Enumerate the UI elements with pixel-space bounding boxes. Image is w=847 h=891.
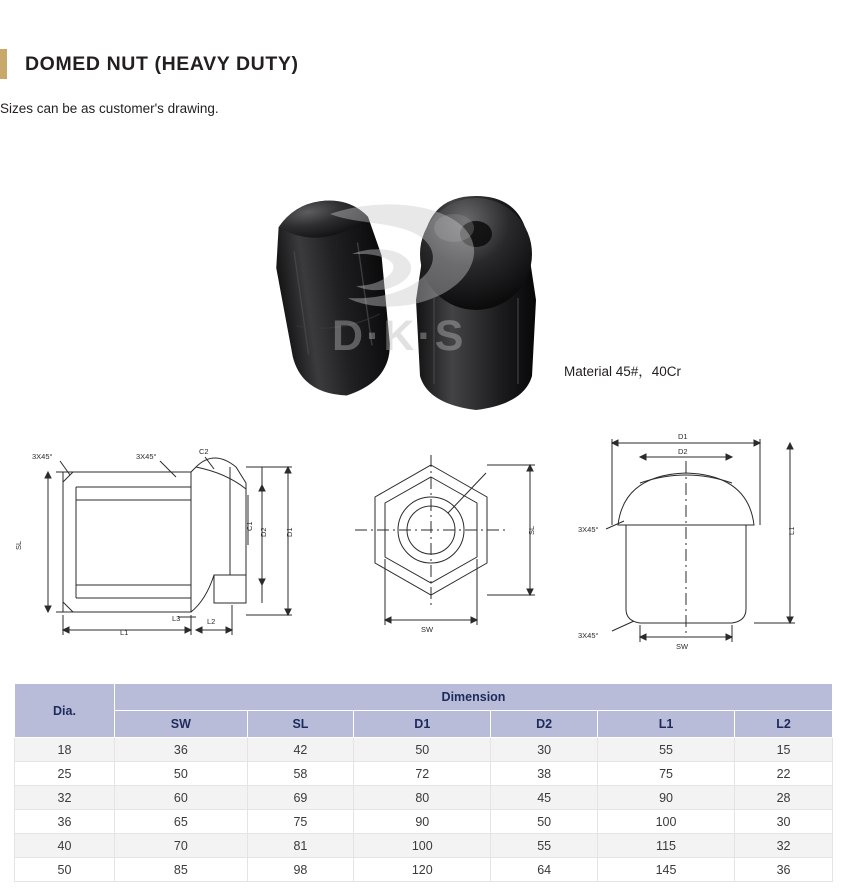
table-row — [15, 738, 833, 762]
cell-dia: 32 — [15, 786, 115, 810]
col-header-dia: Dia. — [15, 684, 115, 738]
product-photo-image — [0, 150, 847, 415]
technical-drawings — [0, 425, 847, 675]
cell-l2: 32 — [735, 834, 833, 858]
label-sw-side: SW — [676, 642, 689, 651]
cell-d1: 120 — [354, 858, 491, 882]
cell-d1: 100 — [354, 834, 491, 858]
table-body — [15, 738, 833, 882]
label-l1-front: L1 — [120, 628, 129, 637]
label-sl-top: SL — [527, 525, 536, 535]
cell-sl: 75 — [247, 810, 354, 834]
cell-sl: 81 — [247, 834, 354, 858]
label-chamfer-mid: 3X45° — [136, 452, 157, 461]
label-chamfer-side-bottom: 3X45° — [578, 631, 599, 640]
col-header-sl: SL — [247, 711, 354, 738]
cell-sw: 65 — [115, 810, 248, 834]
cell-l2: 22 — [735, 762, 833, 786]
label-chamfer-side-top: 3X45° — [578, 525, 599, 534]
cell-d2: 64 — [491, 858, 598, 882]
side-elevation-view — [606, 439, 795, 642]
cell-sl: 69 — [247, 786, 354, 810]
table-row — [15, 786, 833, 810]
subtitle-note: Sizes can be as customer's drawing. — [0, 101, 219, 116]
cell-sl: 42 — [247, 738, 354, 762]
cell-d2: 50 — [491, 810, 598, 834]
dimension-table — [14, 683, 833, 882]
cell-dia: 25 — [15, 762, 115, 786]
cell-l1: 100 — [597, 810, 734, 834]
label-d1-side: D1 — [678, 432, 688, 441]
cell-sw: 50 — [115, 762, 248, 786]
cell-l2: 30 — [735, 810, 833, 834]
label-sw-top: SW — [421, 625, 434, 634]
label-d2-front: D2 — [259, 527, 268, 537]
material-note: Material 45#，40Cr — [564, 364, 682, 379]
page-title: DOMED NUT (HEAVY DUTY) — [25, 52, 299, 75]
cell-sw: 85 — [115, 858, 248, 882]
cell-d1: 90 — [354, 810, 491, 834]
title-accent-bar — [0, 49, 7, 79]
col-header-l2: L2 — [735, 711, 833, 738]
cell-l1: 90 — [597, 786, 734, 810]
label-l3-front: L3 — [172, 614, 181, 623]
cell-d1: 72 — [354, 762, 491, 786]
label-c1: C1 — [245, 521, 254, 531]
col-header-d2: D2 — [491, 711, 598, 738]
cell-l1: 115 — [597, 834, 734, 858]
product-photo — [0, 150, 847, 415]
col-header-l1: L1 — [597, 711, 734, 738]
label-d2-side: D2 — [678, 447, 688, 456]
cell-d2: 30 — [491, 738, 598, 762]
cell-d2: 45 — [491, 786, 598, 810]
page-title-row — [0, 47, 299, 81]
col-group-dimension: Dimension — [115, 684, 833, 711]
cell-sl: 98 — [247, 858, 354, 882]
cell-sl: 58 — [247, 762, 354, 786]
cell-l1: 145 — [597, 858, 734, 882]
table-row — [15, 834, 833, 858]
label-chamfer-left: 3X45° — [32, 452, 53, 461]
label-sl-front: SL — [14, 540, 23, 550]
cell-d2: 38 — [491, 762, 598, 786]
table-row — [15, 762, 833, 786]
cell-d2: 55 — [491, 834, 598, 858]
label-c2: C2 — [199, 447, 209, 456]
col-header-sw: SW — [115, 711, 248, 738]
cell-dia: 36 — [15, 810, 115, 834]
cell-d1: 50 — [354, 738, 491, 762]
cell-l2: 28 — [735, 786, 833, 810]
cell-l2: 36 — [735, 858, 833, 882]
label-d1-front: D1 — [285, 527, 294, 537]
cell-sw: 70 — [115, 834, 248, 858]
label-l2-front: L2 — [207, 617, 216, 626]
col-header-d1: D1 — [354, 711, 491, 738]
cell-sw: 60 — [115, 786, 248, 810]
table-header-row-1 — [15, 684, 833, 711]
top-hex-view — [355, 455, 535, 625]
cell-l2: 15 — [735, 738, 833, 762]
cell-dia: 50 — [15, 858, 115, 882]
svg-text:D·K·S: D·K·S — [332, 312, 467, 360]
cell-l1: 55 — [597, 738, 734, 762]
table-row — [15, 810, 833, 834]
dimension-table-wrap — [14, 683, 833, 882]
cell-l1: 75 — [597, 762, 734, 786]
table-row — [15, 858, 833, 882]
table-header-row-2 — [15, 711, 833, 738]
label-l1-side: L1 — [787, 526, 796, 535]
cell-sw: 36 — [115, 738, 248, 762]
cell-dia: 40 — [15, 834, 115, 858]
drawing-svg — [0, 425, 847, 675]
cell-d1: 80 — [354, 786, 491, 810]
front-section-view — [45, 457, 292, 635]
cell-dia: 18 — [15, 738, 115, 762]
